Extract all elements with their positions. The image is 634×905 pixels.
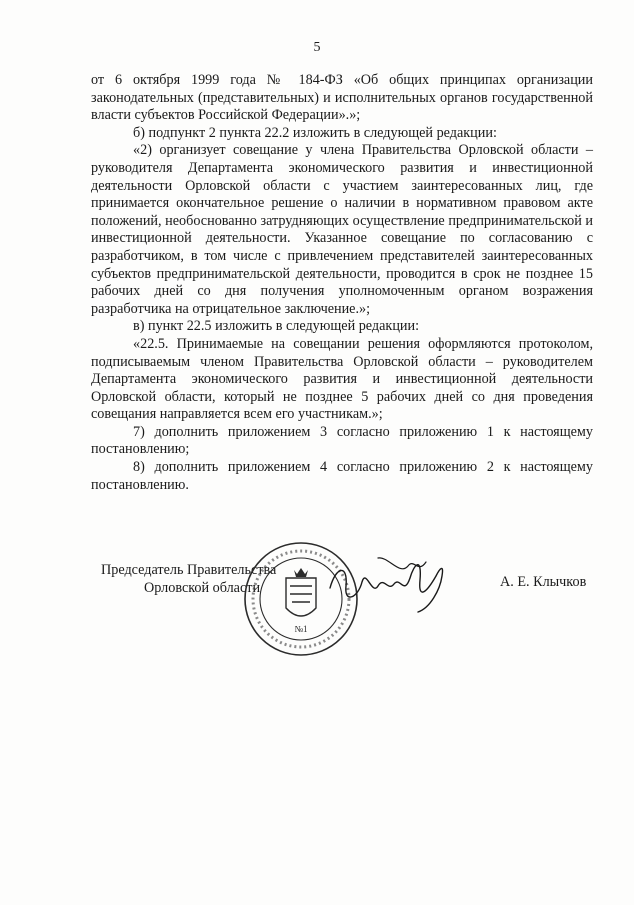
seal-number: №1 [294, 624, 308, 634]
paragraph: от 6 октября 1999 года № 184-ФЗ «Об общих принципах организации законодательных (представительных) и исполнительных органов государственной власти субъектов Российской Федерации».»; [91, 72, 593, 124]
paragraph: б) подпункт 2 пункта 22.2 изложить в следующей редакции: [133, 124, 497, 141]
signature-block [0, 540, 634, 680]
paragraph: «2) организует совещание у члена Правительства Орловской области – руководителя Департамента экономического развития и инвестиционной деятельности Орловской области с участием заинтересованных лиц, где принимается окончательное решение о наличии в нормативном правовом акте положений, необоснованно затрудняющих осуществление предпринимательской и инвестиционной деятельности. Указанное совещание по согласованию с разработчиком, в том числе с привлечением представителей заинтересованных субъектов предпринимательской деятельности, проводится в срок не позднее 15 рабочих дней со дня получения уполномоченным органом возражения разработчика на отрицательное заключение.»; [91, 142, 593, 317]
document-body [91, 72, 593, 494]
paragraph: в) пункт 22.5 изложить в следующей редакции: [133, 318, 420, 335]
signatory-name: А. Е. Клычков [500, 574, 587, 590]
signatory-region: Орловской области [144, 580, 261, 596]
signatory-title: Председатель Правительства [101, 562, 277, 578]
page-number: 5 [313, 40, 321, 55]
paragraph: «22.5. Принимаемые на совещании решения оформляются протоколом, подписываемым членом Правительства Орловской области – руководителем Департамента экономического развития и инвестиционной деятельности Орловской области, который не позднее 5 рабочих дней со дня проведения совещания направляется всем его участникам.»; [91, 335, 593, 423]
paragraph: 8) дополнить приложением 4 согласно приложению 2 к настоящему постановлению. [91, 459, 593, 493]
paragraph: 7) дополнить приложением 3 согласно приложению 1 к настоящему постановлению; [91, 423, 593, 458]
handwritten-signature-icon [318, 546, 458, 616]
